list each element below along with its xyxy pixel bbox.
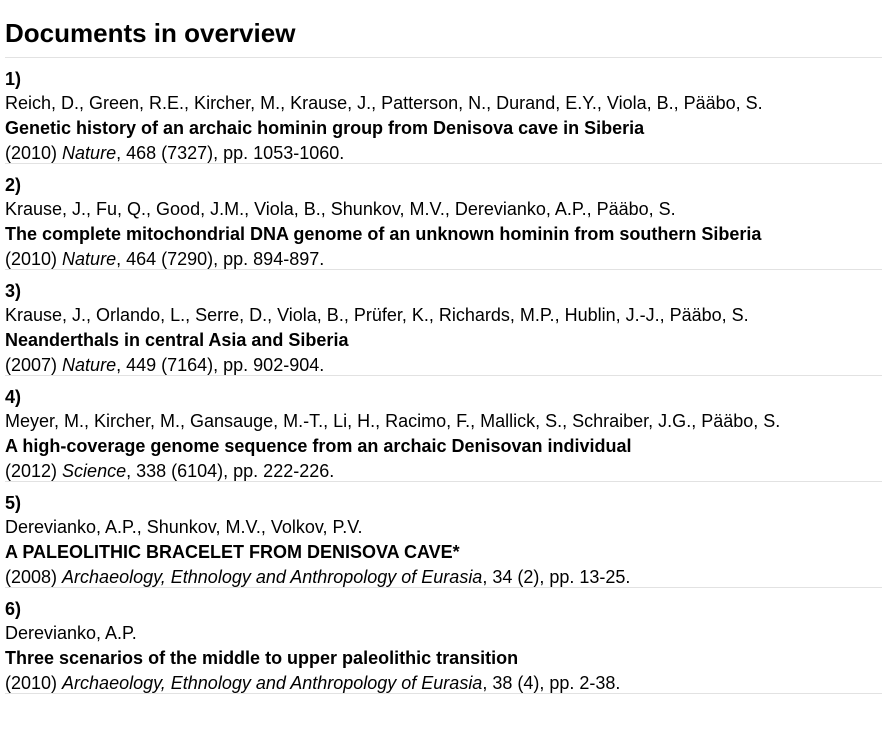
document-number: 2) (5, 175, 22, 195)
document-year: (2010) (5, 143, 58, 163)
document-source (5, 565, 882, 590)
document-entry (5, 376, 882, 482)
document-number: 3) (5, 281, 22, 301)
document-title[interactable]: Genetic history of an archaic hominin group from Denisova cave in Siberia (5, 118, 645, 138)
document-source (5, 141, 882, 166)
document-number: 5) (5, 493, 22, 513)
document-authors: Meyer, M., Kircher, M., Gansauge, M.-T., Li, H., Racimo, F., Mallick, S., Schraiber, J.G., Pääbo, S. (5, 411, 781, 431)
document-details: , 468 (7327), pp. 1053-1060. (116, 143, 345, 163)
document-title[interactable]: Neanderthals in central Asia and Siberia (5, 330, 349, 350)
document-title[interactable]: A PALEOLITHIC BRACELET FROM DENISOVA CAVE* (5, 542, 460, 562)
document-year: (2008) (5, 567, 58, 587)
document-authors: Derevianko, A.P. (5, 623, 137, 643)
document-journal: Nature (62, 143, 117, 163)
document-journal: Nature (62, 249, 117, 269)
document-authors: Krause, J., Orlando, L., Serre, D., Viola, B., Prüfer, K., Richards, M.P., Hublin, J.-J., Pääbo, S. (5, 305, 749, 325)
document-source (5, 459, 882, 484)
document-details: , 449 (7164), pp. 902-904. (116, 355, 325, 375)
document-journal: Archaeology, Ethnology and Anthropology of Eurasia (62, 673, 483, 693)
document-authors: Derevianko, A.P., Shunkov, M.V., Volkov, P.V. (5, 517, 363, 537)
document-title[interactable]: A high-coverage genome sequence from an archaic Denisovan individual (5, 436, 632, 456)
document-entry (5, 588, 882, 694)
document-title[interactable]: The complete mitochondrial DNA genome of an unknown hominin from southern Siberia (5, 224, 762, 244)
document-details: , 338 (6104), pp. 222-226. (126, 461, 335, 481)
document-details: , 34 (2), pp. 13-25. (482, 567, 631, 587)
document-list (5, 58, 882, 694)
document-journal: Archaeology, Ethnology and Anthropology of Eurasia (62, 567, 483, 587)
page-title: Documents in overview (5, 18, 296, 48)
document-authors: Krause, J., Fu, Q., Good, J.M., Viola, B., Shunkov, M.V., Derevianko, A.P., Pääbo, S. (5, 199, 676, 219)
document-journal: Science (62, 461, 127, 481)
document-entry (5, 270, 882, 376)
document-number: 1) (5, 69, 22, 89)
document-details: , 464 (7290), pp. 894-897. (116, 249, 325, 269)
document-source (5, 247, 882, 272)
document-number: 6) (5, 599, 22, 619)
document-entry (5, 58, 882, 164)
document-year: (2007) (5, 355, 58, 375)
document-entry (5, 164, 882, 270)
document-journal: Nature (62, 355, 117, 375)
document-number: 4) (5, 387, 22, 407)
document-year: (2010) (5, 673, 58, 693)
document-title[interactable]: Three scenarios of the middle to upper paleolithic transition (5, 648, 519, 668)
document-source (5, 353, 882, 378)
document-source (5, 671, 882, 696)
document-year: (2010) (5, 249, 58, 269)
document-authors: Reich, D., Green, R.E., Kircher, M., Krause, J., Patterson, N., Durand, E.Y., Viola, B., Pääbo, S. (5, 93, 763, 113)
document-year: (2012) (5, 461, 58, 481)
document-details: , 38 (4), pp. 2-38. (482, 673, 621, 693)
document-entry (5, 482, 882, 588)
